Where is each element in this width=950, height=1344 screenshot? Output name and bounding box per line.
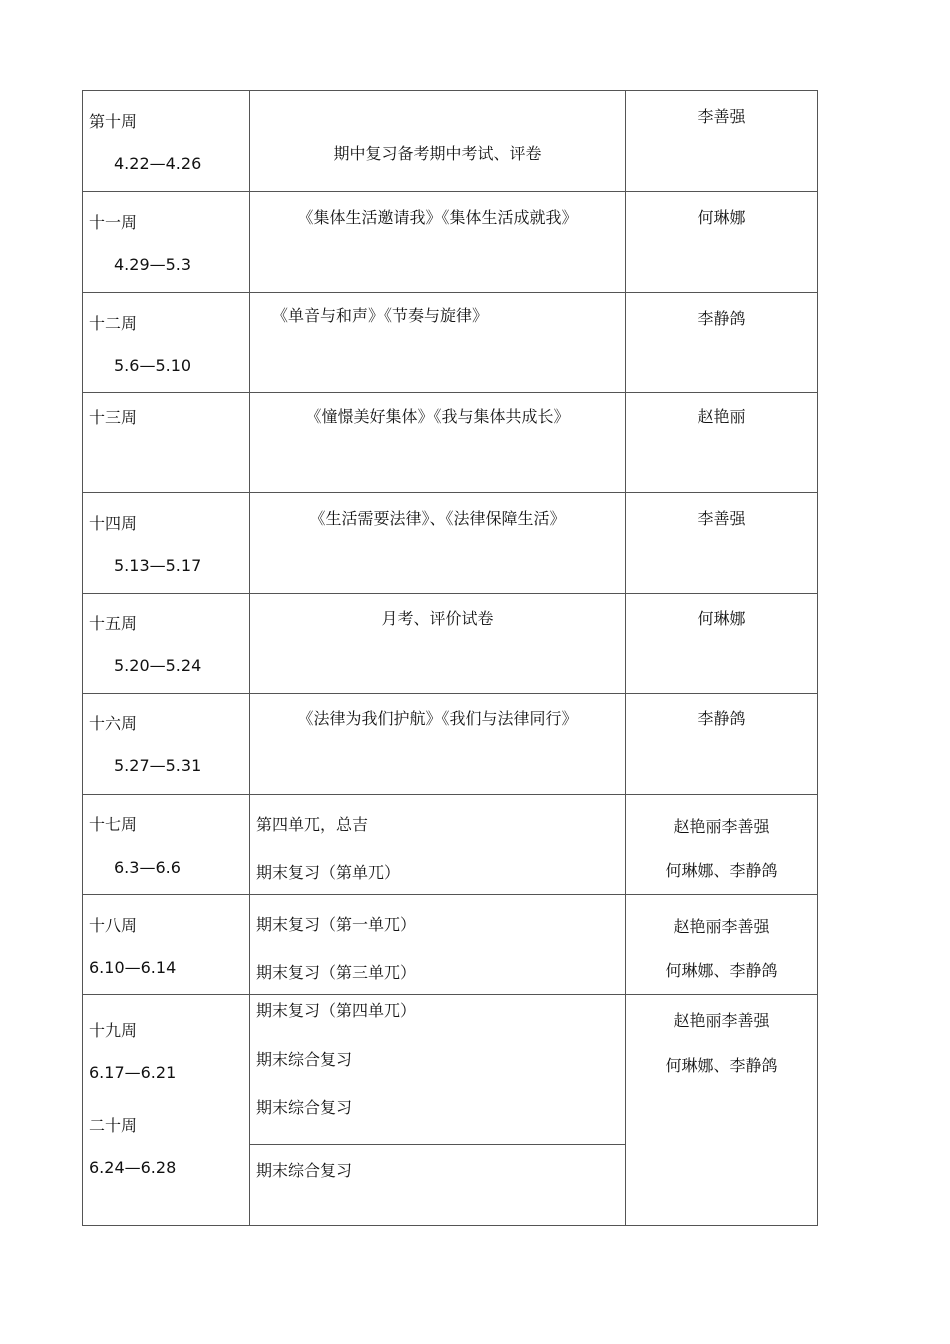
teacher-cell: [626, 493, 818, 594]
week-cell: [83, 493, 250, 594]
date-range: 6.10—6.14: [89, 958, 177, 977]
teacher-names: 赵艳丽李善强: [673, 917, 770, 936]
date-range: 6.17—6.21: [89, 1063, 177, 1082]
date-range: 5.6—5.10: [114, 356, 192, 375]
table-row: [83, 694, 818, 795]
schedule-table: [82, 90, 818, 1226]
content-line: 期末复习（第三单兀）: [256, 963, 417, 982]
teacher-name: 李静鸽: [697, 709, 746, 728]
content-line: 期末综合复习: [256, 1098, 353, 1117]
content-line: 期末综合复习: [256, 1050, 353, 1069]
table-row: [83, 393, 818, 493]
teacher-cell: [626, 293, 818, 393]
content-text: 月考、评价试卷: [381, 609, 494, 628]
teacher-names: 何琳娜、李静鸽: [665, 1056, 778, 1075]
content-cell: [250, 694, 626, 795]
table-row: [83, 795, 818, 895]
teacher-cell: [626, 91, 818, 192]
content-text: 《法律为我们护航》《我们与法律同行》: [297, 709, 578, 728]
content-cell: [250, 795, 626, 895]
teacher-cell: [626, 393, 818, 493]
date-range: 4.29—5.3: [114, 255, 192, 274]
content-text: 《单音与和声》《节奏与旋律》: [272, 306, 489, 325]
table-row: [83, 995, 818, 1226]
teacher-name: 赵艳丽: [697, 407, 746, 426]
content-line: 期末复习（第一单兀）: [256, 915, 417, 934]
date-range: 5.13—5.17: [114, 556, 202, 575]
content-cell: [250, 493, 626, 594]
date-range: 5.27—5.31: [114, 756, 202, 775]
week-label: 第十周: [89, 112, 138, 131]
content-line: 期末综合复习: [256, 1161, 353, 1180]
content-line: 期末复习（第四单兀）: [256, 1001, 417, 1020]
table-row: [83, 493, 818, 594]
teacher-name: 李善强: [697, 107, 746, 126]
week-cell: [83, 192, 250, 293]
teacher-names: 何琳娜、李静鸽: [665, 861, 778, 880]
week-label: 十九周: [89, 1021, 138, 1040]
table-row: [83, 594, 818, 694]
week-cell: [83, 795, 250, 895]
content-text: 《憧憬美好集体》《我与集体共成长》: [305, 407, 570, 426]
week-label: 十六周: [89, 714, 138, 733]
week-cell: [83, 91, 250, 192]
teacher-cell: [626, 995, 818, 1226]
week-label: 十八周: [89, 916, 138, 935]
teacher-cell: [626, 895, 818, 995]
teacher-name: 何琳娜: [697, 609, 746, 628]
teacher-cell: [626, 594, 818, 694]
content-line: 期末复习（第单兀）: [256, 863, 401, 882]
content-cell: [250, 91, 626, 192]
content-text: 《集体生活邀请我》《集体生活成就我》: [297, 208, 578, 227]
content-cell: [250, 393, 626, 493]
content-cell: [250, 192, 626, 293]
teacher-names: 何琳娜、李静鸽: [665, 961, 778, 980]
teacher-name: 李善强: [697, 509, 746, 528]
week-cell: [83, 895, 250, 995]
date-range: 4.22—4.26: [114, 154, 202, 173]
week-cell: [83, 995, 250, 1226]
week-label: 十四周: [89, 514, 138, 533]
content-text: 《生活需要法律》、《法律保障生活》: [309, 509, 566, 528]
table-row: [83, 895, 818, 995]
week-label: 十一周: [89, 213, 138, 232]
week-cell: [83, 293, 250, 393]
week-label: 二十周: [89, 1116, 138, 1135]
date-range: 6.3—6.6: [114, 858, 181, 877]
teacher-cell: [626, 795, 818, 895]
week-cell: [83, 594, 250, 694]
table-row: [83, 293, 818, 393]
content-line: 第四单兀，总吉: [256, 815, 369, 834]
week-label: 十五周: [89, 614, 138, 633]
table-row: [83, 192, 818, 293]
week-cell: [83, 393, 250, 493]
content-cell: [250, 594, 626, 694]
week-label: 十二周: [89, 314, 138, 333]
week-cell: [83, 694, 250, 795]
week-label: 十七周: [89, 815, 138, 834]
teacher-cell: [626, 192, 818, 293]
teacher-cell: [626, 694, 818, 795]
date-range: 6.24—6.28: [89, 1158, 177, 1177]
content-text: 期中复习备考期中考试、评卷: [333, 144, 542, 163]
teacher-names: 赵艳丽李善强: [673, 817, 770, 836]
content-cell: [250, 895, 626, 995]
week-label: 十三周: [89, 408, 138, 427]
content-cell: [250, 293, 626, 393]
table-row: [83, 91, 818, 192]
teacher-name: 何琳娜: [697, 208, 746, 227]
teacher-name: 李静鸽: [697, 309, 746, 328]
content-subcell: [250, 995, 625, 1145]
date-range: 5.20—5.24: [114, 656, 202, 675]
teacher-names: 赵艳丽李善强: [673, 1011, 770, 1030]
content-cell: [250, 995, 626, 1226]
